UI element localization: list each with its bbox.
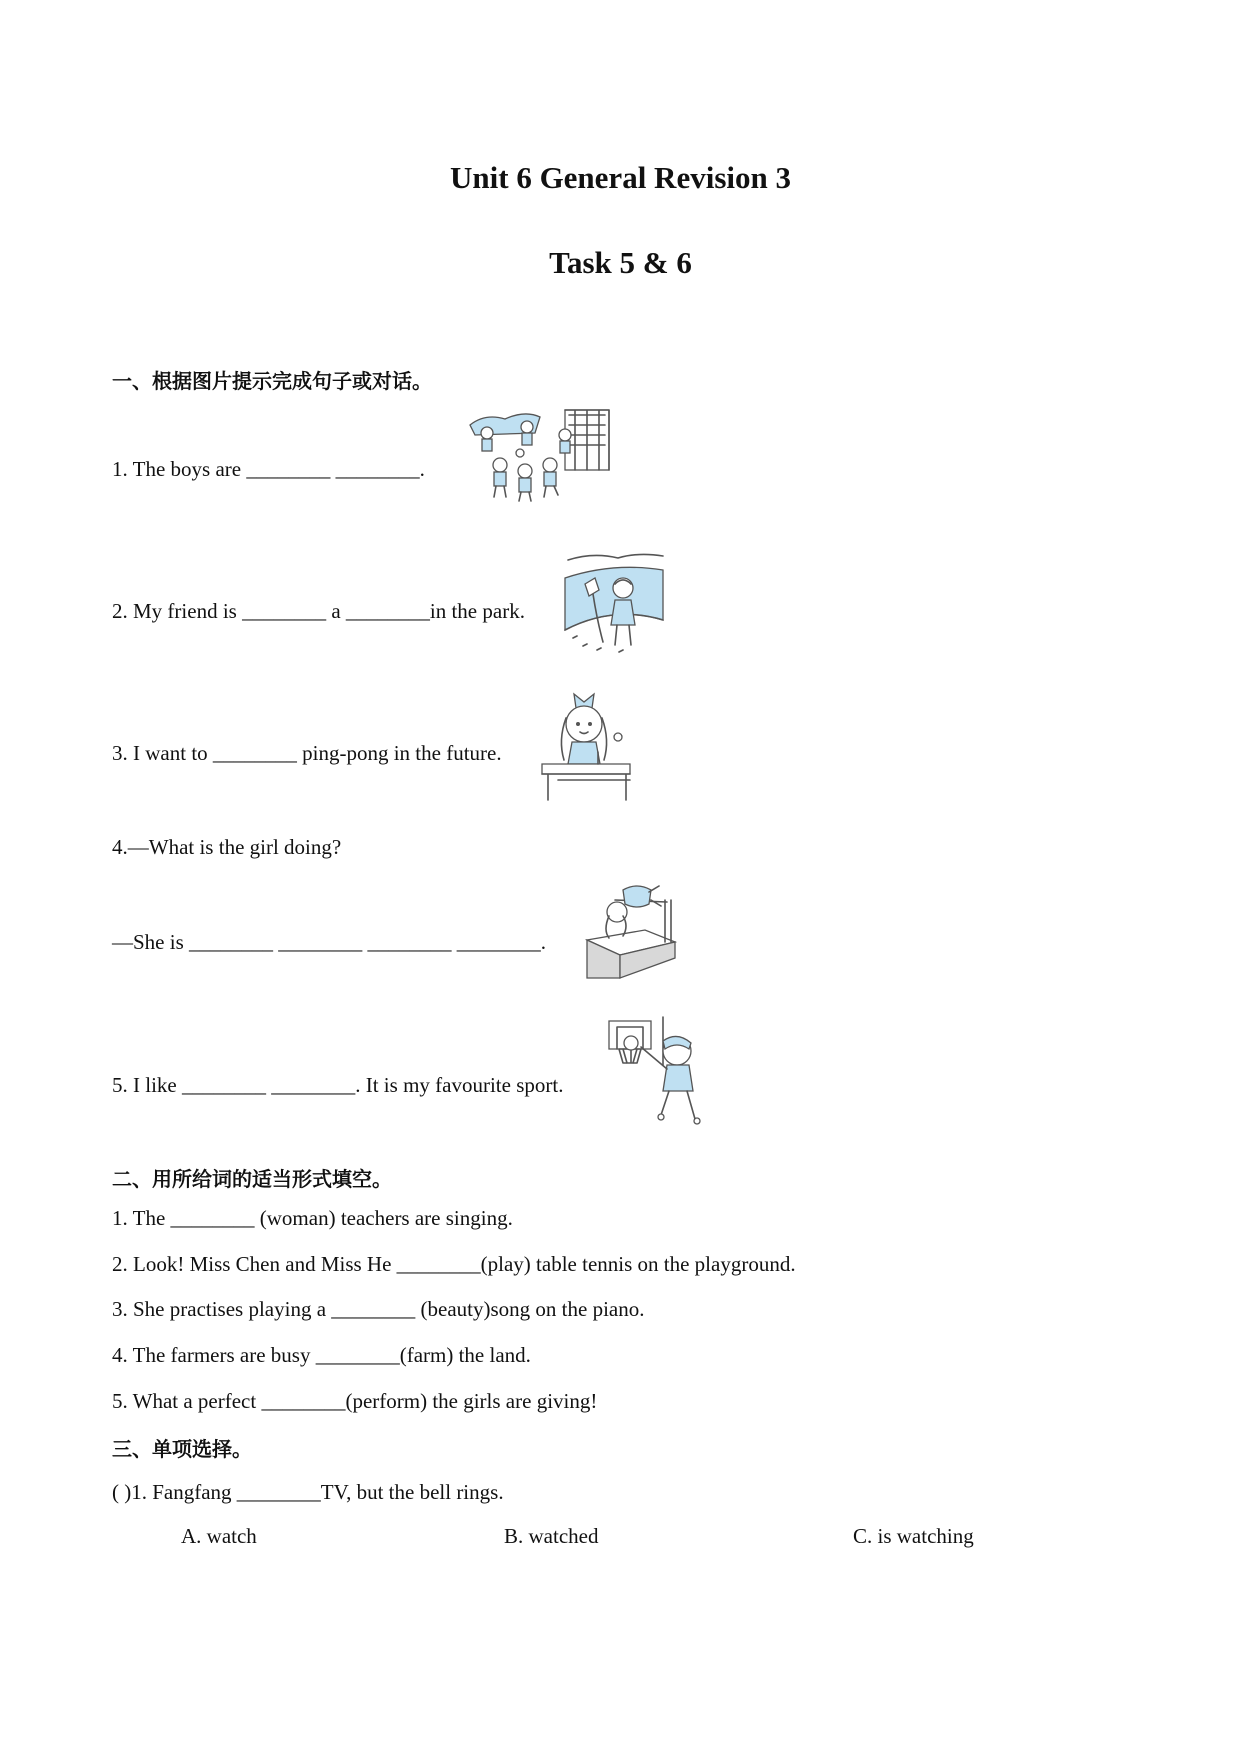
part3-heading: 三、单项选择。 [112, 1437, 252, 1461]
page-subtitle: Task 5 & 6 [549, 245, 692, 280]
part2-item-4: 4. The farmers are busy ________(farm) the land. [112, 1343, 531, 1367]
part1-question-1: 1. The boys are ________ ________. [112, 457, 425, 481]
soccer-players-icon [465, 405, 615, 505]
girl-high-jump-icon [585, 880, 680, 980]
girl-flying-kite-icon [563, 550, 665, 660]
part1-question-2: 2. My friend is ________ a ________in the park. [112, 599, 525, 623]
part1-question-3: 3. I want to ________ ping-pong in the future. [112, 741, 502, 765]
option-b: B. watched [504, 1524, 599, 1548]
part1-answer-4: —She is ________ ________ ________ ________. [112, 930, 547, 954]
part2-heading: 二、用所给词的适当形式填空。 [112, 1167, 392, 1191]
part2-item-3: 3. She practises playing a ________ (beauty)song on the piano. [112, 1297, 645, 1321]
page-title: Unit 6 General Revision 3 [450, 160, 791, 195]
part2-item-1: 1. The ________ (woman) teachers are singing. [112, 1206, 513, 1230]
part1-question-5: 5. I like ________ ________. It is my favourite sport. [112, 1073, 564, 1097]
girl-ping-pong-icon [538, 690, 638, 805]
option-c: C. is watching [853, 1524, 974, 1548]
part2-item-2: 2. Look! Miss Chen and Miss He ________(play) table tennis on the playground. [112, 1252, 796, 1276]
option-a: A. watch [181, 1524, 257, 1548]
part3-question-1: ( )1. Fangfang ________TV, but the bell rings. [112, 1480, 504, 1504]
part1-heading: 一、根据图片提示完成句子或对话。 [112, 369, 432, 393]
part2-item-5: 5. What a perfect ________(perform) the girls are giving! [112, 1389, 598, 1413]
part1-question-4: 4.—What is the girl doing? [112, 835, 342, 859]
boy-basketball-icon [605, 1015, 705, 1130]
